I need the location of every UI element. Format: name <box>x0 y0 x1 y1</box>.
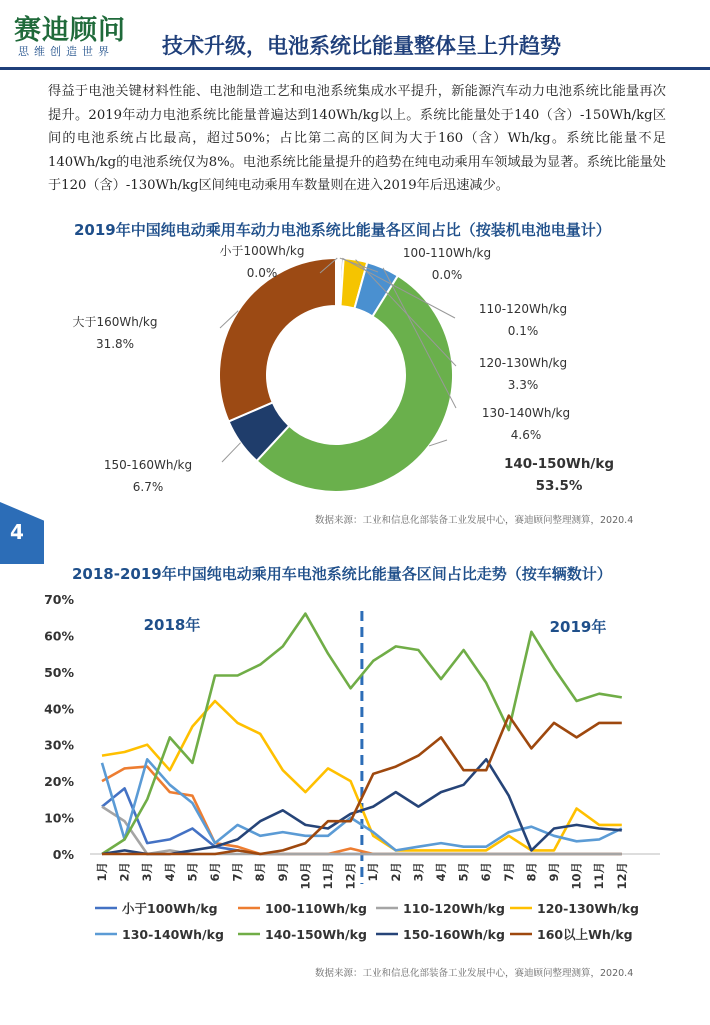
donut-slice-label: 120-130Wh/kg <box>478 356 568 370</box>
y-tick-label: 30% <box>44 737 74 753</box>
x-tick-label: 7月 <box>230 862 245 882</box>
legend-label: 160以上Wh/kg <box>537 927 633 942</box>
x-tick-label: 3月 <box>411 862 426 882</box>
legend-label: 100-110Wh/kg <box>265 901 367 916</box>
intro-paragraph: 得益于电池关键材料性能、电池制造工艺和电池系统集成水平提升，新能源汽车动力电池系统比能量再次提升。2019年动力电池系统比能量普遍达到140Wh/kg以上。系统比能量处于140（含）-150Wh/kg区间的电池系统占比最高，超过50%；占比第二高的区间为大于160（含）Wh/kg。系统比能量不足140Wh/kg的电池系统仅为8%。电池系统比能量提升的趋势在纯电动乘用车领域最为显著。系统比能量处于120（含）-130Wh/kg区间纯电动乘用车数量则在进入2019年后迅速减少。 <box>48 84 666 194</box>
x-tick-label: 2月 <box>117 862 132 882</box>
donut-slice-value: 3.3% <box>507 378 539 392</box>
x-tick-label: 5月 <box>185 862 200 882</box>
x-tick-label: 6月 <box>208 862 222 882</box>
x-tick-label: 3月 <box>140 862 155 882</box>
donut-slice-label: 100-110Wh/kg <box>402 246 492 260</box>
line-chart-title: 2018-2019年中国纯电动乘用车电池系统比能量各区间占比走势（按车辆数计） <box>72 565 612 583</box>
donut-leader-line <box>222 443 241 462</box>
x-tick-label: 8月 <box>524 862 539 882</box>
legend-label: 150-160Wh/kg <box>403 927 505 942</box>
y-tick-label: 70% <box>44 592 74 607</box>
x-tick-label: 11月 <box>592 862 607 890</box>
y-tick-label: 20% <box>44 774 74 790</box>
legend-label: 小于100Wh/kg <box>122 901 218 916</box>
series-line <box>102 807 622 854</box>
x-tick-label: 8月 <box>253 862 268 882</box>
x-tick-label: 11月 <box>321 862 335 890</box>
x-tick-label: 12月 <box>343 862 358 890</box>
legend-label: 110-120Wh/kg <box>403 901 505 916</box>
donut-chart-title: 2019年中国纯电动乘用车动力电池系统比能量各区间占比（按装机电池电量计） <box>74 221 611 239</box>
x-tick-label: 12月 <box>614 862 629 890</box>
line-chart <box>0 585 710 960</box>
donut-slice <box>219 258 336 421</box>
x-tick-label: 1月 <box>95 862 109 882</box>
donut-slice-value: 0.0% <box>431 268 463 282</box>
donut-slice-label: 140-150Wh/kg <box>503 456 615 472</box>
logo-text: 赛迪顾问 <box>14 15 126 46</box>
x-tick-label: 4月 <box>162 862 177 882</box>
page-title: 技术升级，电池系统比能量整体呈上升趋势 <box>162 34 561 58</box>
y-tick-label: 50% <box>44 664 74 680</box>
y-tick-label: 10% <box>44 810 74 826</box>
x-tick-label: 2月 <box>388 862 403 882</box>
donut-slice-value: 6.7% <box>132 480 164 494</box>
x-tick-label: 10月 <box>298 862 313 890</box>
donut-source-note: 数据来源：工业和信息化部装备工业发展中心，赛迪顾问整理测算，2020.4 <box>315 515 634 526</box>
donut-slice-value: 0.0% <box>246 266 278 280</box>
legend-label: 140-150Wh/kg <box>265 927 367 942</box>
donut-slice-label: 110-120Wh/kg <box>478 302 568 316</box>
period-label: 2018年 <box>143 616 201 634</box>
donut-slice-value: 31.8% <box>95 337 135 351</box>
header-divider <box>0 67 710 70</box>
donut-slice-label: 大于160Wh/kg <box>72 315 158 329</box>
x-tick-label: 9月 <box>547 862 561 882</box>
x-tick-label: 1月 <box>366 862 381 882</box>
y-tick-label: 0% <box>52 847 74 862</box>
donut-slice-value: 53.5% <box>535 478 583 494</box>
x-tick-label: 9月 <box>275 862 290 882</box>
legend-label: 130-140Wh/kg <box>122 927 224 942</box>
y-tick-label: 60% <box>44 628 74 644</box>
x-tick-label: 7月 <box>501 862 516 882</box>
x-tick-label: 6月 <box>479 862 494 882</box>
donut-slice-value: 4.6% <box>510 428 542 442</box>
line-source-note: 数据来源：工业和信息化部装备工业发展中心，赛迪顾问整理测算，2020.4 <box>315 968 634 979</box>
donut-slice-label: 小于100Wh/kg <box>219 244 305 258</box>
legend-label: 120-130Wh/kg <box>537 901 639 916</box>
x-tick-label: 5月 <box>456 862 471 882</box>
donut-slice-label: 150-160Wh/kg <box>103 458 193 472</box>
x-tick-label: 10月 <box>569 862 584 890</box>
x-tick-label: 4月 <box>434 862 448 882</box>
donut-slice-label: 130-140Wh/kg <box>481 406 571 420</box>
donut-chart <box>0 240 710 510</box>
y-tick-label: 40% <box>44 701 74 717</box>
period-label: 2019年 <box>549 618 607 636</box>
logo-slogan: 思维创造世界 <box>18 45 114 58</box>
page-number: 4 <box>10 520 24 544</box>
donut-slice-value: 0.1% <box>507 324 539 338</box>
